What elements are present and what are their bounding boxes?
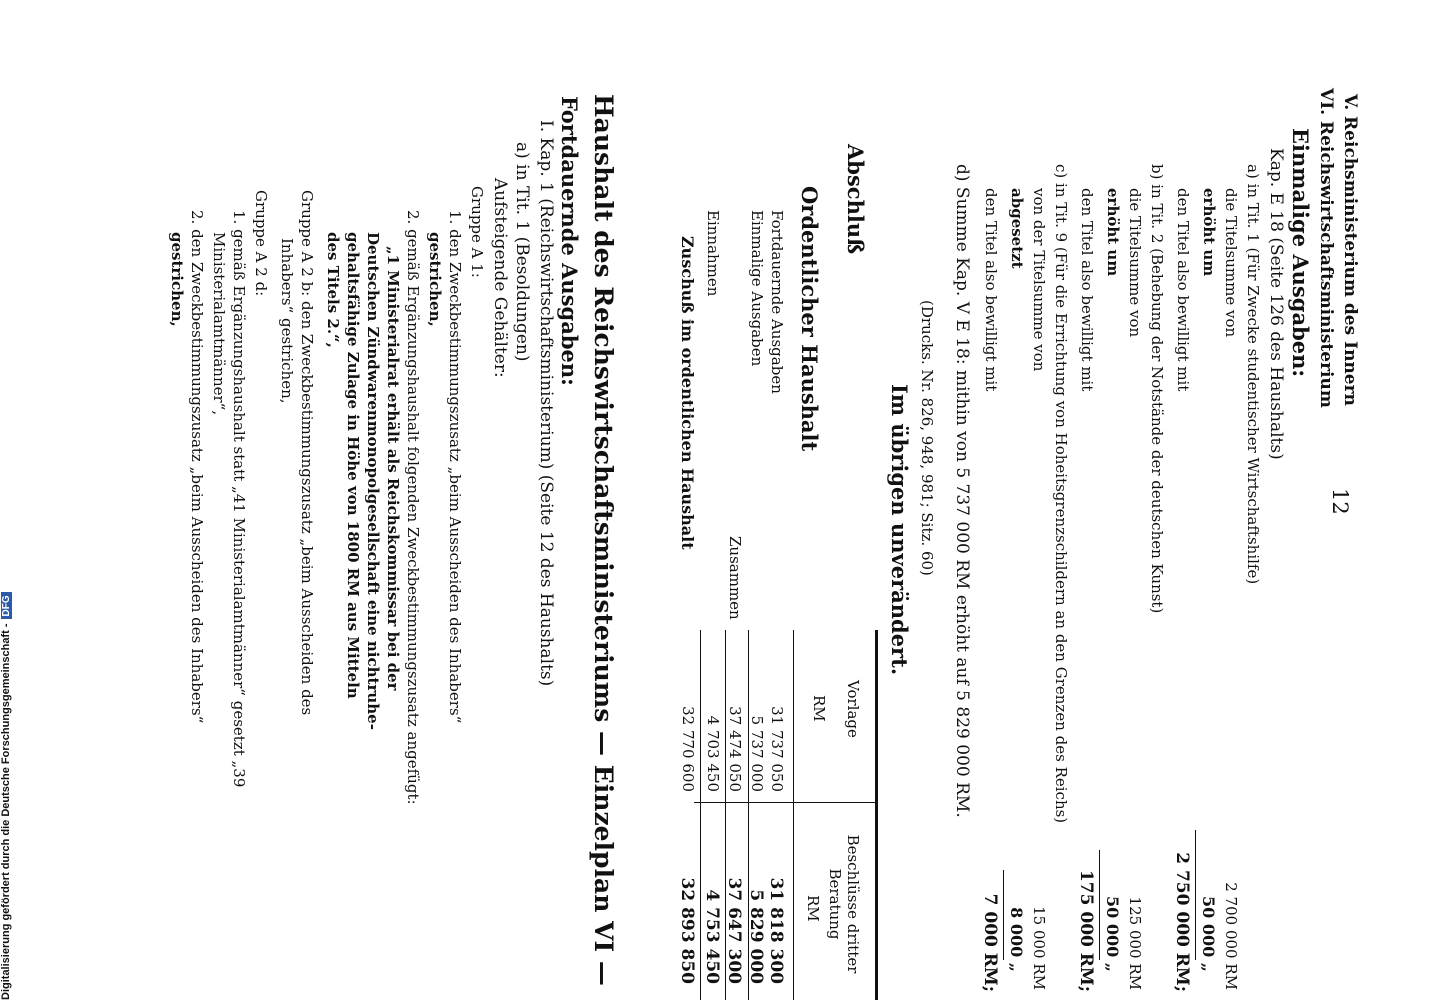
label: den Titel also bewilligt mit bbox=[1078, 188, 1096, 392]
amount: 50 000 „ bbox=[1199, 895, 1218, 972]
item-2-text-3: gehaltsfähige Zulage in Höhe von 1800 RM aus Mitteln bbox=[344, 232, 362, 699]
item-a-erhoeht-row bbox=[1196, 0, 1218, 1000]
item-b-erhoeht-row bbox=[1100, 0, 1122, 1000]
beschluss-value: 5 829 000 bbox=[746, 889, 766, 984]
amount: 15 000 RM bbox=[1030, 906, 1048, 990]
section-a-heading: Einmalige Ausgaben: bbox=[1288, 128, 1313, 378]
item-2-text-2: Deutschen Zündwarenmonopolgesellschaft eine nichtruhe- bbox=[364, 232, 382, 730]
table-row bbox=[700, 0, 722, 1000]
header-line-1: V. Reichsministerium des Innern bbox=[1340, 94, 1360, 406]
item-2-text-1: „1 Ministerialrat erhält als Reichskommissar bei der bbox=[384, 246, 402, 691]
kap-1-line: I. Kap. 1 (Reichswirtschaftsministerium) (Seite 12 des Haushalts) bbox=[536, 120, 556, 687]
aufsteigende-label: Aufsteigende Gehälter: bbox=[490, 178, 510, 378]
vorlage-value: 31 737 050 bbox=[768, 706, 786, 792]
item-2-line: 2. gemäß Ergänzungshaushalt folgenden Zweckbestimmungszusatz angefügt: bbox=[404, 210, 422, 805]
page-number: 12 bbox=[1328, 488, 1352, 515]
item-1-gestrichen: gestrichen, bbox=[426, 232, 444, 327]
item-c-titelsumme-row bbox=[1026, 0, 1048, 1000]
dfg-logo: DFG bbox=[1, 592, 12, 619]
table-top-rule bbox=[875, 630, 878, 1000]
label: den Titel also bewilligt mit bbox=[982, 188, 1000, 392]
footer-text: Digitalisierung gefördert durch die Deutsche Forschungsgemeinschaft - bbox=[0, 623, 12, 1000]
sum-rule bbox=[1195, 830, 1196, 960]
tit-1-line: a) in Tit. 1 (Besoldungen) bbox=[512, 142, 532, 362]
row-label: Einmalige Ausgaben bbox=[748, 210, 766, 367]
item-a-titelsumme-row bbox=[1218, 0, 1240, 1000]
beschluss-value: 32 893 850 bbox=[677, 877, 697, 984]
amount: 175 000 RM; bbox=[1076, 869, 1096, 992]
row-label: Zuschuß im ordentlichen Haushalt bbox=[678, 236, 697, 550]
sum-rule bbox=[1003, 870, 1004, 960]
gruppe-a2b-line: Gruppe A 2 b: den Zweckbestimmungszusatz „beim Ausscheiden des bbox=[298, 190, 316, 716]
unchanged-note: Im übrigen unverändert. bbox=[887, 384, 912, 676]
col1-header: Vorlage bbox=[844, 680, 862, 738]
item-2-text-4: des Titels 2.“, bbox=[324, 232, 342, 348]
item-c-abgesetzt-row bbox=[1004, 0, 1026, 1000]
item-a-bewilligt-row bbox=[1170, 0, 1192, 1000]
row-label: Einnahmen bbox=[704, 210, 722, 297]
sum-rule bbox=[1099, 850, 1100, 960]
amount: 50 000 „ bbox=[1103, 895, 1122, 972]
abschluss-title: Abschluß bbox=[843, 144, 868, 255]
amount: 7 000 RM; bbox=[980, 893, 1000, 992]
beschluss-value: 4 753 450 bbox=[702, 889, 722, 984]
item-c-bewilligt-row bbox=[978, 0, 1000, 1000]
gruppe-a1-label: Gruppe A 1: bbox=[468, 186, 486, 278]
vorlage-value: 32 770 600 bbox=[679, 706, 697, 792]
header-line-2: VI. Reichswirtschaftsministerium bbox=[1316, 88, 1336, 408]
gruppe-a2b-line-2: Inhabers“ gestrichen, bbox=[278, 238, 296, 404]
a2d-item-1-line-2: Ministerialamtmänner“, bbox=[210, 232, 228, 416]
label: von der Titelsumme von bbox=[1030, 188, 1048, 372]
section-b-heading: Fortdauernde Ausgaben: bbox=[557, 96, 582, 386]
label: erhöht um bbox=[1200, 188, 1218, 277]
amount: 125 000 RM bbox=[1126, 896, 1144, 990]
vorlage-value: 37 474 050 bbox=[726, 706, 744, 792]
label: die Titelsumme von bbox=[1126, 188, 1144, 338]
abschluss-subtitle: Ordentlicher Haushalt bbox=[797, 186, 822, 452]
item-b-titelsumme-row bbox=[1122, 0, 1144, 1000]
beschluss-value: 31 818 300 bbox=[766, 877, 786, 984]
drucks-reference: (Drucks. Nr. 826, 948, 981; Sitz. 60) bbox=[918, 300, 936, 576]
table-row bbox=[722, 0, 744, 1000]
a2d-item-2-line: 2. den Zweckbestimmungszusatz „beim Ausscheiden des Inhabers“ bbox=[188, 210, 206, 724]
kap-e18-line: Kap. E 18 (Seite 126 des Haushalts) bbox=[1266, 148, 1286, 460]
a2d-item-1-line: 1. gemäß Ergänzungshaushalt statt „41 Ministerialamtmänner“ gesetzt „39 bbox=[230, 210, 248, 788]
label: abgesetzt bbox=[1008, 188, 1026, 269]
amount: 8 000 „ bbox=[1007, 907, 1026, 972]
col2-header: Beschlüsse dritter Beratung bbox=[826, 834, 862, 974]
item-c-line: c) in Tit. 9 (Für die Errichtung von Hoheitsgrenzschildern an den Grenzen des Reichs) bbox=[1052, 164, 1070, 824]
item-1-line: 1. den Zweckbestimmungszusatz „beim Ausscheiden des Inhabers“ bbox=[446, 210, 464, 724]
row-label: Zusammen bbox=[726, 536, 744, 620]
item-b-bewilligt-row bbox=[1074, 0, 1096, 1000]
table-row bbox=[764, 0, 786, 1000]
row-label: Fortdauernde Ausgaben bbox=[768, 210, 786, 394]
section-b-title: Haushalt des Reichswirtschaftsministeriums — Einzelplan VI — bbox=[589, 94, 618, 986]
amount: 2 700 000 RM bbox=[1222, 882, 1240, 990]
beschluss-value: 37 647 300 bbox=[724, 877, 744, 984]
label: die Titelsumme von bbox=[1222, 188, 1240, 338]
col2-unit: RM bbox=[804, 895, 822, 922]
vorlage-value: 4 703 450 bbox=[704, 715, 722, 792]
item-b-line: b) in Tit. 2 (Behebung der Notstände der deutschen Kunst) bbox=[1148, 164, 1166, 614]
col1-unit: RM bbox=[810, 695, 828, 722]
table-row bbox=[675, 0, 697, 1000]
dfg-footer bbox=[0, 0, 20, 1000]
label: erhöht um bbox=[1104, 188, 1122, 277]
gruppe-a2d-label: Gruppe A 2 d: bbox=[252, 190, 270, 297]
vorlage-value: 5 737 000 bbox=[748, 715, 766, 792]
item-a-line: a) in Tit. 1 (Für Zwecke studentischer Wirtschaftshilfe) bbox=[1244, 164, 1262, 585]
table-row bbox=[744, 0, 766, 1000]
a2d-item-2-gestrichen: gestrichen, bbox=[168, 232, 186, 327]
table-header-rule bbox=[793, 630, 794, 1000]
label: den Titel also bewilligt mit bbox=[1174, 188, 1192, 392]
item-d-line: d) Summe Kap. V E 18: mithin von 5 737 000 RM erhöht auf 5 829 000 RM. bbox=[952, 164, 972, 818]
amount: 2 750 000 RM; bbox=[1172, 852, 1192, 992]
